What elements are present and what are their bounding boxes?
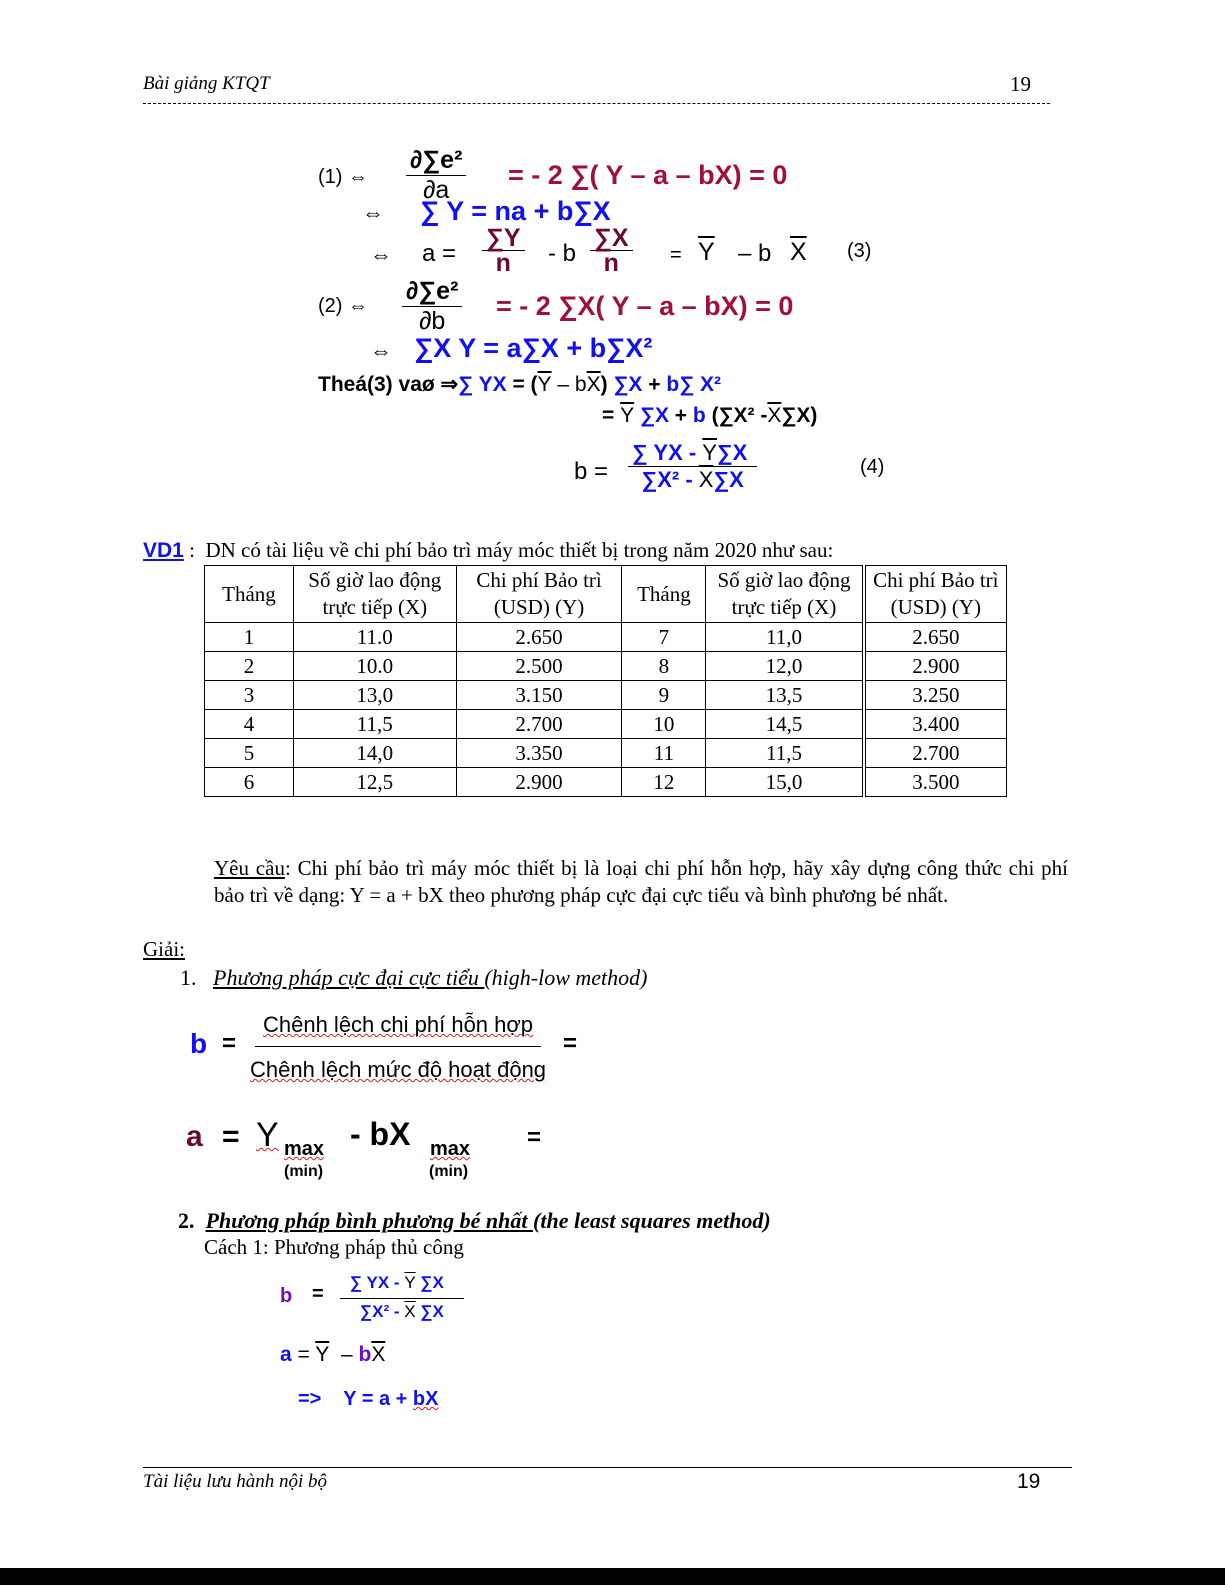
table-cell: 3.150	[456, 681, 622, 710]
term: b	[692, 404, 706, 427]
denominator	[642, 467, 744, 493]
header-rule	[143, 103, 1050, 104]
eq3-a: a =	[422, 240, 457, 267]
term: – b	[557, 373, 587, 396]
solution-label: Giải:	[143, 937, 185, 961]
term: ∑X	[713, 467, 744, 492]
term: ∑X² -	[641, 467, 699, 492]
y-bar: $\overline{Y}$	[315, 1343, 330, 1366]
method1-title: Phương pháp cực đại cực tiểu	[213, 965, 485, 990]
table-cell: 2.500	[456, 652, 622, 681]
least-squares-fraction	[340, 1270, 464, 1325]
term: ∑X	[639, 404, 669, 427]
eq7-line	[602, 404, 817, 428]
y-bar: $\overline{Y}$	[702, 440, 717, 465]
eq8-fraction	[628, 440, 757, 493]
table-cell: 2.650	[456, 623, 622, 652]
y-bar: $\overline{Y}$	[404, 1273, 416, 1292]
table-cell: 2.700	[456, 710, 622, 739]
equals: =	[297, 1343, 310, 1366]
table-cell: 11,5	[293, 710, 456, 739]
eq1-rhs: = - 2 ∑( Y – a – bX) = 0	[508, 160, 788, 190]
a-symbol: a	[280, 1343, 292, 1366]
table-cell: 7	[622, 623, 706, 652]
subscript-max: max	[430, 1138, 471, 1160]
denominator: ∂a	[423, 176, 450, 204]
y-bar: $\overline{Y}$	[698, 238, 715, 266]
eq2-arrow: ⇔	[362, 200, 384, 225]
table-cell: 3.500	[864, 768, 1007, 797]
column-header: Chi phí Bảo trì (USD) (Y)	[864, 566, 1007, 623]
table-cell: 13,0	[293, 681, 456, 710]
method1-english: (high-low method)	[484, 965, 648, 990]
term: ∑ YX	[458, 373, 507, 396]
column-header: Tháng	[622, 566, 706, 623]
subscript-min: (min)	[284, 1163, 324, 1180]
column-header: Chi phí Bảo trì (USD) (Y)	[456, 566, 622, 623]
equals: =	[222, 1120, 240, 1153]
example-intro	[143, 538, 833, 563]
y-bar: $\overline{Y}$	[537, 373, 552, 396]
term: ∑ YX -	[350, 1273, 405, 1292]
column-header: Số giờ lao động trực tiếp (X)	[706, 566, 864, 623]
table-cell: 12,0	[706, 652, 864, 681]
table-cell: 15,0	[706, 768, 864, 797]
eq8-tag: (4)	[860, 456, 885, 478]
table-cell: 10.0	[293, 652, 456, 681]
denominator	[360, 1299, 444, 1325]
eq3-minus: – b	[738, 240, 772, 267]
table-cell: 3.350	[456, 739, 622, 768]
subscript-min: (min)	[429, 1163, 469, 1180]
b-symbol: b	[280, 1285, 293, 1307]
table-cell: 1	[205, 623, 294, 652]
numerator: ∑X	[590, 226, 633, 251]
a-symbol: a	[186, 1120, 203, 1153]
numerator: ∑Y	[482, 226, 525, 251]
eq3-frac1	[482, 226, 525, 275]
table-cell: 2.650	[864, 623, 1007, 652]
table-cell: 2	[205, 652, 294, 681]
implies-arrow: =>	[298, 1388, 322, 1410]
b-symbol: b	[190, 1028, 208, 1059]
table-row	[205, 739, 1007, 768]
table-header-row	[205, 566, 1007, 623]
footer-page-number: 19	[1017, 1470, 1041, 1493]
eq3-frac2	[590, 226, 633, 275]
term: = (	[512, 373, 538, 396]
numerator: Chênh lệch chi phí hỗn hợp	[255, 1010, 541, 1047]
footer-text: Tài liệu lưu hành nội bộ	[143, 1471, 328, 1492]
least-squares-a-formula	[280, 1343, 385, 1367]
high-low-fraction	[250, 1010, 546, 1085]
item-number: 1.	[180, 965, 197, 990]
method1-heading	[180, 965, 648, 991]
term: ∑X	[613, 373, 643, 396]
numerator: ∂∑e²	[402, 277, 462, 307]
x-bar: $\overline{X}$	[767, 404, 782, 427]
eq4-rhs: = - 2 ∑X( Y – a – bX) = 0	[496, 291, 794, 321]
table-cell: 3	[205, 681, 294, 710]
header-page-number: 19	[1010, 72, 1031, 96]
table-cell: 2.700	[864, 739, 1007, 768]
numerator	[340, 1270, 464, 1299]
intro-text: DN có tài liệu về chi phí bảo trì máy móc thiết bị trong năm 2020 như sau:	[205, 538, 834, 562]
x-bar: $\overline{X}$	[790, 238, 807, 266]
eq2-rhs: ∑ Y = na + b∑X	[420, 196, 611, 226]
term: (∑X² -	[711, 404, 768, 427]
term: ∑X² -	[360, 1302, 405, 1321]
separator: :	[183, 538, 195, 562]
table-cell: 11.0	[293, 623, 456, 652]
eq3-arrow: ⇔	[370, 242, 392, 267]
table-cell: 11,0	[706, 623, 864, 652]
x-bar: $\overline{X}$	[371, 1343, 386, 1366]
numerator: ∂∑e²	[406, 146, 466, 176]
term: )	[600, 373, 608, 396]
table-cell: 14,5	[706, 710, 864, 739]
x-bar: $\overline{X}$	[586, 373, 601, 396]
table-row	[205, 710, 1007, 739]
minus-bx: - bX	[350, 1116, 411, 1152]
table-cell: 12	[622, 768, 706, 797]
eq8-b: b =	[574, 458, 609, 485]
table-cell: 14,0	[293, 739, 456, 768]
eq3-mid: - b	[548, 240, 577, 267]
table-row	[205, 681, 1007, 710]
equals: =	[222, 1030, 237, 1057]
denominator: n	[495, 249, 511, 277]
table-cell: 3.400	[864, 710, 1007, 739]
term: ∑X	[420, 1273, 444, 1292]
eq3-tag: (3)	[847, 240, 872, 262]
table-cell: 4	[205, 710, 294, 739]
data-table	[204, 565, 1007, 797]
term: ∑ YX -	[632, 440, 703, 465]
example-label: VD1	[143, 539, 184, 562]
substitute-label: Theá(3) vaø ⇒	[318, 373, 459, 396]
table-cell: 13,5	[706, 681, 864, 710]
bx-term: bX	[412, 1388, 439, 1410]
table-cell: 2.900	[864, 652, 1007, 681]
table-row	[205, 768, 1007, 797]
x-bar: $\overline{X}$	[698, 467, 714, 492]
denominator: ∂b	[419, 307, 446, 335]
table-cell: 2.900	[456, 768, 622, 797]
table-cell: 11,5	[706, 739, 864, 768]
table-cell: 9	[622, 681, 706, 710]
eq5-arrow: ⇔	[370, 338, 392, 363]
numerator	[628, 440, 757, 467]
y-bar: $\overline{Y}$	[620, 404, 635, 427]
table-cell: 11	[622, 739, 706, 768]
eq3-eq: =	[670, 244, 682, 266]
requirement-label: Yêu cầu	[214, 856, 285, 880]
eq1-label: (1) ⇔	[318, 166, 368, 188]
requirement-text: : Chi phí bảo trì máy móc thiết bị là loại chi phí hỗn hợp, hãy xây dựng công thức chi phí bảo trì về dạng: Y = a + bX theo phương pháp cực đại cực tiểu và bình phương bé nhất.	[214, 856, 1068, 907]
table-cell: 5	[205, 739, 294, 768]
method2-title: Phương pháp bình phương bé nhất	[205, 1208, 534, 1233]
way1-label: Cách 1: Phương pháp thủ công	[204, 1235, 464, 1259]
term: =	[602, 404, 615, 427]
denominator: n	[603, 249, 619, 277]
term: b∑ X²	[666, 373, 722, 396]
x-bar: $\overline{X}$	[404, 1302, 416, 1321]
equation: Y = a +	[343, 1388, 413, 1410]
eq6-line	[318, 372, 721, 397]
term: ∑X)	[781, 404, 818, 427]
minus: –	[340, 1343, 353, 1366]
column-header: Số giờ lao động trực tiếp (X)	[293, 566, 456, 623]
y-symbol: Y	[256, 1116, 279, 1154]
least-squares-result	[298, 1388, 438, 1411]
eq4-derivative	[402, 277, 462, 336]
term: ∑X	[420, 1302, 444, 1321]
equals: =	[563, 1030, 578, 1057]
table-cell: 6	[205, 768, 294, 797]
method2-heading	[178, 1208, 771, 1234]
equals: =	[527, 1124, 542, 1151]
table-row	[205, 623, 1007, 652]
b-symbol: b	[358, 1343, 372, 1366]
eq4-label: (2) ⇔	[318, 295, 368, 317]
bottom-edge	[0, 1568, 1225, 1585]
item-number: 2.	[178, 1208, 195, 1233]
equals: =	[312, 1283, 324, 1305]
table-row	[205, 652, 1007, 681]
subscript-max: max	[284, 1138, 325, 1160]
term: +	[674, 404, 688, 427]
term: +	[642, 373, 667, 396]
eq5-rhs: ∑X Y = a∑X + b∑X²	[414, 333, 653, 363]
term: ∑X	[716, 440, 748, 465]
table-cell: 10	[622, 710, 706, 739]
header-title: Bài giảng KTQT	[143, 73, 270, 94]
table-cell: 8	[622, 652, 706, 681]
table-cell: 3.250	[864, 681, 1007, 710]
column-header: Tháng	[205, 566, 294, 623]
requirement-paragraph	[214, 855, 1068, 909]
table-cell: 12,5	[293, 768, 456, 797]
method2-english: (the least squares method)	[533, 1208, 771, 1233]
footer-rule	[143, 1467, 1072, 1468]
denominator: Chênh lệch mức độ hoạt động	[250, 1057, 547, 1082]
